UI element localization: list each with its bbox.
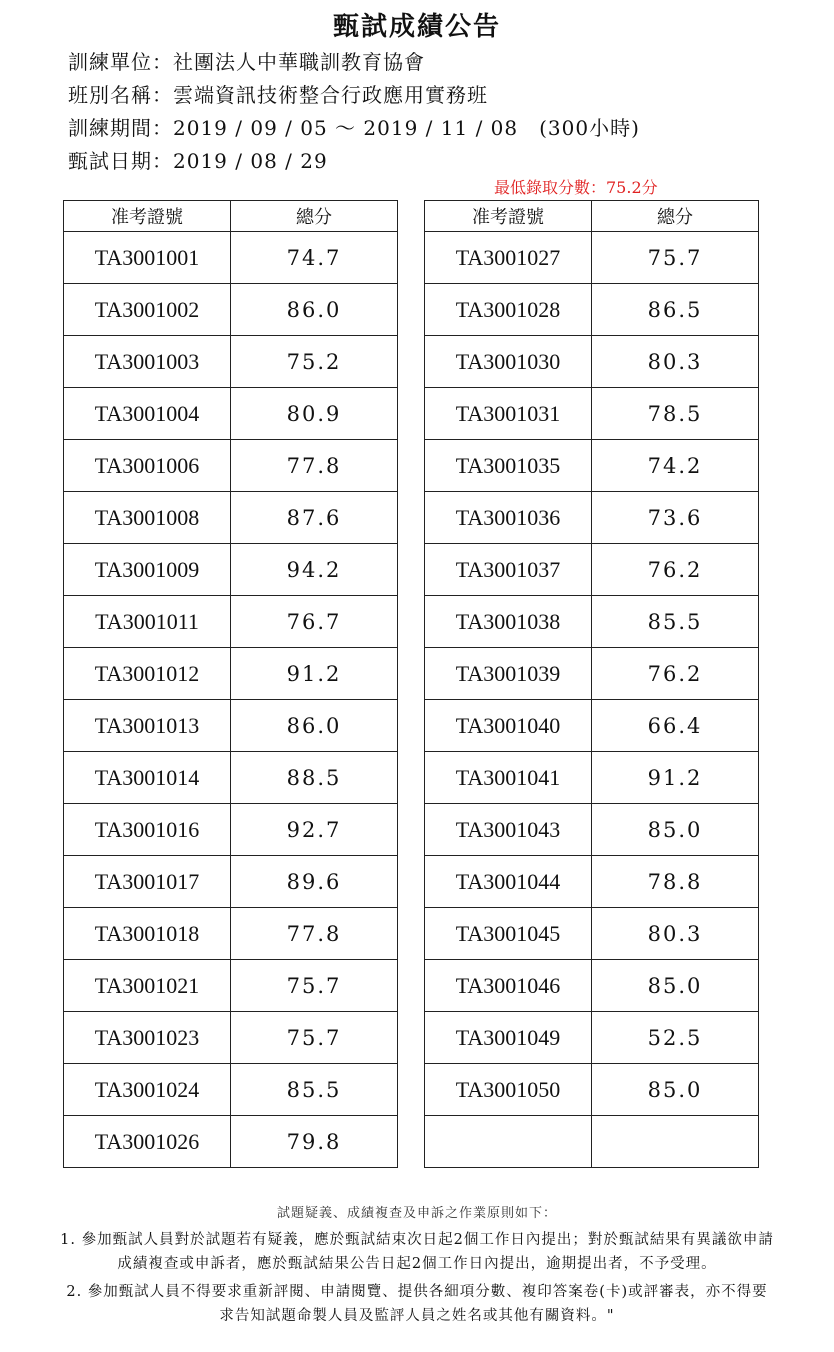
table-row [425, 544, 759, 596]
table-row [425, 960, 759, 1012]
table-row [425, 1012, 759, 1064]
table-row [64, 544, 398, 596]
exam-id-cell: TA3001045 [425, 908, 592, 960]
total-score-cell: 66.4 [592, 700, 759, 752]
exam-id-cell: TA3001017 [64, 856, 231, 908]
total-score-cell: 86.0 [231, 284, 398, 336]
notes-heading: 試題疑義、成績複查及申訴之作業原則如下： [276, 1206, 557, 1221]
total-score-cell [592, 1116, 759, 1168]
total-score-cell: 85.0 [592, 804, 759, 856]
exam-id-cell: TA3001001 [64, 232, 231, 284]
table-row [64, 232, 398, 284]
total-score-cell: 92.7 [231, 804, 398, 856]
table-row [64, 648, 398, 700]
exam-id-cell: TA3001049 [425, 1012, 592, 1064]
table-row [64, 908, 398, 960]
total-score-cell: 80.3 [592, 336, 759, 388]
note-item-1: 1. 參加甄試人員對於試題若有疑義，應於甄試結束次日起2個工作日內提出；對於甄試結果有異議欲申請成績複查或申訴者，應於甄試結果公告日起2個工作日內提出，逾期提出者，不予受理。 [60, 1232, 774, 1272]
table-row [425, 284, 759, 336]
exam-id-cell: TA3001028 [425, 284, 592, 336]
exam-id-cell: TA3001040 [425, 700, 592, 752]
total-score-cell: 91.2 [231, 648, 398, 700]
exam-id-cell: TA3001002 [64, 284, 231, 336]
table-row [425, 336, 759, 388]
exam-id-cell: TA3001012 [64, 648, 231, 700]
total-score-cell: 77.8 [231, 440, 398, 492]
header-exam-id: 准考證號 [64, 201, 231, 232]
exam-id-cell: TA3001018 [64, 908, 231, 960]
exam-id-cell: TA3001009 [64, 544, 231, 596]
exam-id-cell: TA3001035 [425, 440, 592, 492]
exam-id-cell: TA3001024 [64, 1064, 231, 1116]
total-score-cell: 86.5 [592, 284, 759, 336]
exam-id-cell: TA3001004 [64, 388, 231, 440]
table-row [425, 752, 759, 804]
score-table-left [63, 200, 398, 1168]
exam-id-cell: TA3001044 [425, 856, 592, 908]
table-row [425, 1064, 759, 1116]
exam-id-cell: TA3001008 [64, 492, 231, 544]
total-score-cell: 88.5 [231, 752, 398, 804]
table-row [425, 804, 759, 856]
table-row [425, 596, 759, 648]
exam-id-cell: TA3001037 [425, 544, 592, 596]
total-score-cell: 80.9 [231, 388, 398, 440]
exam-id-cell [425, 1116, 592, 1168]
notes-section [60, 1206, 774, 1328]
table-row [64, 856, 398, 908]
total-score-cell: 75.2 [231, 336, 398, 388]
exam-id-cell: TA3001038 [425, 596, 592, 648]
table-row [64, 960, 398, 1012]
total-score-cell: 79.8 [231, 1116, 398, 1168]
table-row [64, 700, 398, 752]
total-score-cell: 89.6 [231, 856, 398, 908]
total-score-cell: 85.5 [592, 596, 759, 648]
table-row [425, 232, 759, 284]
table-row [64, 440, 398, 492]
table-row [425, 648, 759, 700]
exam-id-cell: TA3001003 [64, 336, 231, 388]
page-title: 甄試成績公告 [332, 12, 501, 42]
total-score-cell: 74.2 [592, 440, 759, 492]
exam-id-cell: TA3001023 [64, 1012, 231, 1064]
exam-id-cell: TA3001011 [64, 596, 231, 648]
exam-id-cell: TA3001027 [425, 232, 592, 284]
table-row [64, 804, 398, 856]
exam-id-cell: TA3001014 [64, 752, 231, 804]
exam-id-cell: TA3001041 [425, 752, 592, 804]
total-score-cell: 75.7 [231, 960, 398, 1012]
total-score-cell: 74.7 [231, 232, 398, 284]
exam-id-cell: TA3001026 [64, 1116, 231, 1168]
total-score-cell: 76.2 [592, 544, 759, 596]
total-score-cell: 85.0 [592, 1064, 759, 1116]
exam-id-cell: TA3001006 [64, 440, 231, 492]
table-row [64, 1064, 398, 1116]
table-row [64, 1012, 398, 1064]
training-unit-line: 訓練單位：社團法人中華職訓教育協會 [68, 50, 425, 74]
table-row [64, 336, 398, 388]
minimum-admission-score: 最低錄取分數：75.2分 [494, 178, 658, 197]
total-score-cell: 75.7 [231, 1012, 398, 1064]
exam-id-cell: TA3001046 [425, 960, 592, 1012]
exam-date-line: 甄試日期：2019 / 08 / 29 [68, 149, 328, 173]
exam-id-cell: TA3001031 [425, 388, 592, 440]
total-score-cell: 85.0 [592, 960, 759, 1012]
total-score-cell: 78.8 [592, 856, 759, 908]
total-score-cell: 73.6 [592, 492, 759, 544]
total-score-cell: 76.2 [592, 648, 759, 700]
exam-id-cell: TA3001016 [64, 804, 231, 856]
exam-id-cell: TA3001013 [64, 700, 231, 752]
total-score-cell: 91.2 [592, 752, 759, 804]
note-item-2: 2. 參加甄試人員不得要求重新評閱、申請閱覽、提供各細項分數、複印答案卷(卡)或評審表，亦不得要求告知試題命製人員及監評人員之姓名或其他有關資料。" [66, 1284, 768, 1324]
exam-id-cell: TA3001043 [425, 804, 592, 856]
header-total-score: 總分 [592, 201, 759, 232]
total-score-cell: 86.0 [231, 700, 398, 752]
table-row [64, 596, 398, 648]
exam-id-cell: TA3001021 [64, 960, 231, 1012]
total-score-cell: 77.8 [231, 908, 398, 960]
exam-id-cell: TA3001050 [425, 1064, 592, 1116]
training-period-line: 訓練期間：2019 / 09 / 05 ～ 2019 / 11 / 08 (300小時) [68, 116, 640, 140]
table-row [425, 388, 759, 440]
table-row [425, 700, 759, 752]
header-exam-id: 准考證號 [425, 201, 592, 232]
table-row [425, 908, 759, 960]
table-row [64, 752, 398, 804]
total-score-cell: 85.5 [231, 1064, 398, 1116]
table-row [64, 1116, 398, 1168]
table-row [425, 492, 759, 544]
total-score-cell: 94.2 [231, 544, 398, 596]
total-score-cell: 87.6 [231, 492, 398, 544]
table-row [64, 388, 398, 440]
table-row [64, 492, 398, 544]
total-score-cell: 80.3 [592, 908, 759, 960]
exam-id-cell: TA3001030 [425, 336, 592, 388]
table-row [425, 856, 759, 908]
exam-id-cell: TA3001039 [425, 648, 592, 700]
table-row [425, 440, 759, 492]
class-name-line: 班別名稱：雲端資訊技術整合行政應用實務班 [68, 83, 488, 107]
total-score-cell: 76.7 [231, 596, 398, 648]
table-row [64, 284, 398, 336]
total-score-cell: 75.7 [592, 232, 759, 284]
score-table-right [424, 200, 759, 1168]
total-score-cell: 52.5 [592, 1012, 759, 1064]
header-total-score: 總分 [231, 201, 398, 232]
total-score-cell: 78.5 [592, 388, 759, 440]
exam-id-cell: TA3001036 [425, 492, 592, 544]
table-row [425, 1116, 759, 1168]
